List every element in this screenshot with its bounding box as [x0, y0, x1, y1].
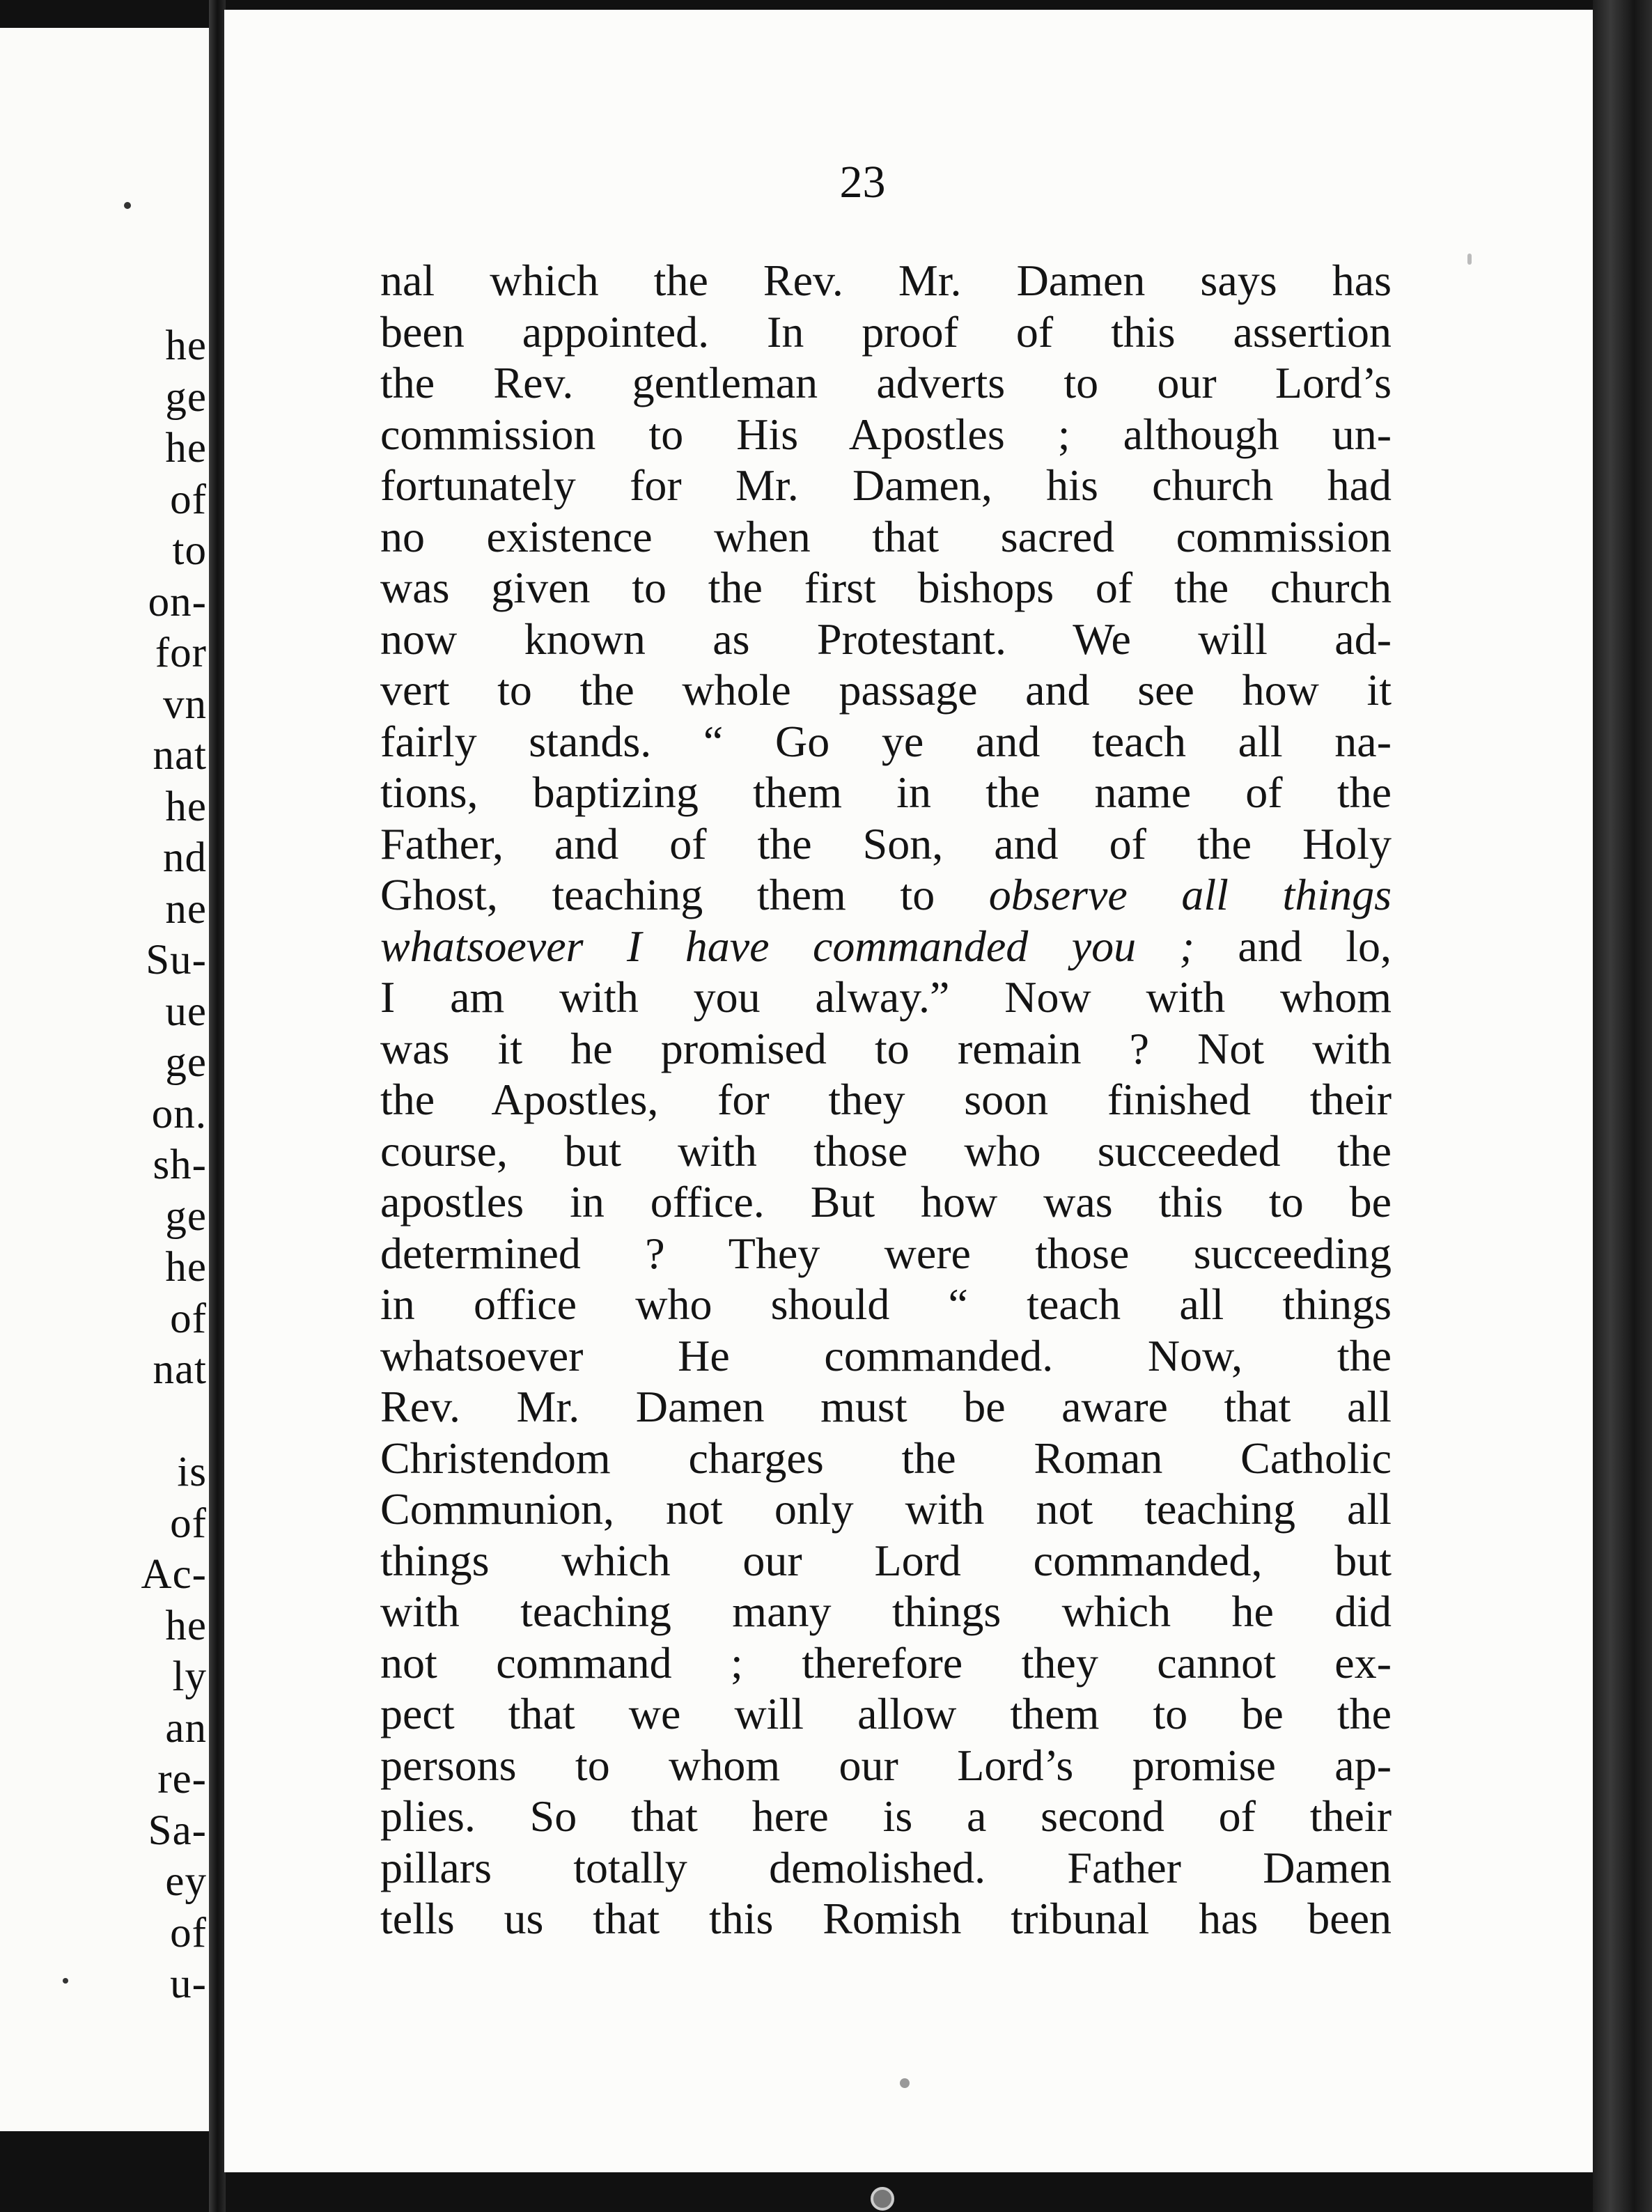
right-page — [224, 10, 1595, 2172]
left-fragment: Sa- — [148, 1807, 207, 1854]
text-line: was given to the first bishops of the church — [380, 563, 1392, 612]
text-line: been appointed. In proof of this assertion — [380, 306, 1392, 357]
italic-quote: whatsoever I have commanded you ; — [380, 921, 1194, 971]
left-fragment: to — [172, 527, 207, 574]
text-line: whatsoever He commanded. Now, the — [380, 1330, 1392, 1380]
left-fragment: is — [177, 1449, 207, 1495]
text-line: apostles in office. But how was this to be — [380, 1177, 1392, 1226]
left-fragment: re- — [157, 1756, 207, 1802]
text-line: in office who should “ teach all things — [380, 1279, 1392, 1329]
text-line: no existence when that sacred commission — [380, 511, 1392, 561]
text-line-end: and lo, — [1194, 921, 1392, 971]
left-fragment: of — [170, 1909, 207, 1956]
text-line: course, but with those who succeeded the — [380, 1126, 1392, 1176]
text-line: the Rev. gentleman adverts to our Lord’s — [380, 358, 1392, 407]
text-line: determined ? They were those succeeding — [380, 1228, 1392, 1278]
text-line: with teaching many things which he did — [380, 1587, 1392, 1636]
left-fragment: he — [165, 1244, 207, 1291]
left-fragment: ge — [165, 1192, 207, 1240]
left-fragment: nd — [163, 834, 207, 881]
text-line: now known as Protestant. We will ad- — [380, 614, 1392, 664]
ink-speck — [63, 1978, 68, 1984]
text-line — [380, 869, 1392, 921]
left-fragment: he — [165, 322, 207, 369]
left-fragment-gap — [68, 1396, 207, 1447]
left-fragment: he — [165, 1602, 207, 1649]
left-fragment: he — [165, 783, 207, 830]
text-line: not command ; therefore they cannot ex- — [380, 1637, 1392, 1688]
text-line: vert to the whole passage and see how it — [380, 665, 1392, 715]
text-line: the Apostles, for they soon finished their — [380, 1075, 1392, 1124]
left-fragment: ly — [172, 1653, 207, 1700]
ink-speck — [124, 202, 131, 209]
text-line: plies. So that here is a second of their — [380, 1791, 1392, 1841]
text-line: things which our Lord commanded, but — [380, 1535, 1392, 1585]
ink-speck — [900, 2078, 910, 2088]
text-line: fortunately for Mr. Damen, his church had — [380, 460, 1392, 510]
ink-speck — [1467, 254, 1472, 265]
text-line: was it he promised to remain ? Not with — [380, 1023, 1392, 1073]
text-line: tells us that this Romish tribunal has been — [380, 1894, 1392, 1943]
text-line: fairly stands. “ Go ye and teach all na- — [380, 716, 1392, 766]
binding-mark — [871, 2187, 894, 2211]
text-line: Communion, not only with not teaching all — [380, 1484, 1392, 1534]
text-line: tions, baptizing them in the name of the — [380, 768, 1392, 817]
body-text — [380, 255, 1392, 1945]
text-line: pillars totally demolished. Father Damen — [380, 1842, 1392, 1892]
left-fragment: on- — [148, 578, 207, 625]
text-line: I am with you alway.” Now with whom — [380, 972, 1392, 1022]
text-line: persons to whom our Lord’s promise ap- — [380, 1740, 1392, 1790]
left-fragment: for — [155, 630, 207, 676]
left-fragment: Su- — [146, 937, 207, 983]
left-fragment: nat — [153, 1346, 207, 1393]
left-fragment: of — [170, 476, 207, 523]
left-fragment: nat — [153, 732, 207, 779]
left-fragment: of — [170, 1295, 207, 1342]
left-fragment: ne — [165, 885, 207, 933]
italic-quote: observe all things — [988, 870, 1392, 919]
left-fragment: u- — [170, 1961, 207, 2007]
text-line: nal which the Rev. Mr. Damen says has — [380, 256, 1392, 305]
text-line-start: Ghost, teaching them to — [380, 870, 989, 919]
left-fragment: an — [165, 1704, 207, 1752]
left-fragment: ue — [165, 988, 207, 1035]
page-number: 23 — [839, 157, 886, 208]
page-edge — [1593, 0, 1652, 2212]
left-page — [0, 28, 212, 2131]
text-line: commission to His Apostles ; although un- — [380, 409, 1392, 459]
left-fragment: of — [170, 1500, 207, 1547]
left-page-text-fragments — [68, 320, 207, 2010]
left-fragment: ge — [165, 1039, 207, 1086]
left-fragment: Ac- — [141, 1551, 207, 1598]
text-line: Father, and of the Son, and of the Holy — [380, 818, 1392, 869]
left-fragment: he — [165, 425, 207, 472]
text-line: pect that we will allow them to be the — [380, 1689, 1392, 1738]
text-line: Christendom charges the Roman Catholic — [380, 1433, 1392, 1483]
left-fragment: ey — [165, 1858, 207, 1905]
book-gutter — [209, 0, 226, 2212]
left-fragment: ge — [165, 373, 207, 421]
text-line — [380, 921, 1392, 972]
left-fragment: on. — [151, 1090, 207, 1137]
text-line: Rev. Mr. Damen must be aware that all — [380, 1382, 1392, 1431]
left-fragment: vn — [163, 680, 207, 728]
left-fragment: sh- — [153, 1142, 207, 1188]
